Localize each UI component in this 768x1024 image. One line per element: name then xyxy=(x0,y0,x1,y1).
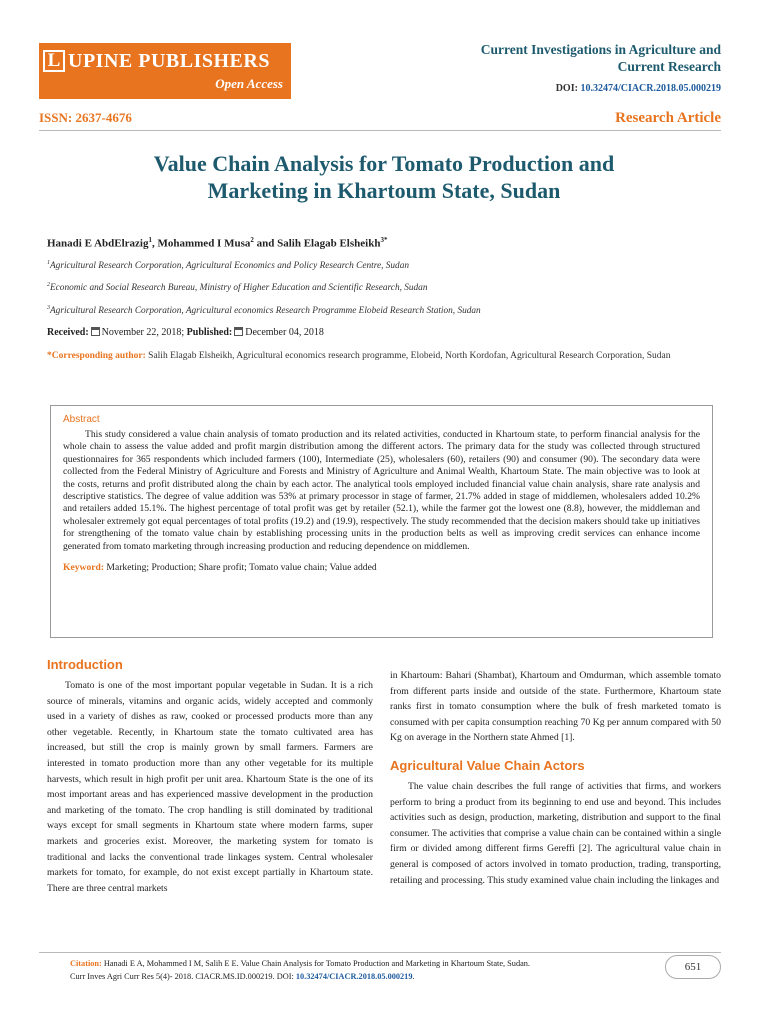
author-1-sup: 1 xyxy=(148,236,152,244)
calendar-icon xyxy=(91,327,100,336)
open-access-label: Open Access xyxy=(215,76,283,91)
actors-paragraph: The value chain describes the full range of activities that firms, and workers perform to bring a product from its beginning to end use and beyond. This includes activities such as design, production, marketing, distribution and support to the final consumer. The activities that comprise a value chain can be contained within a single firm or divided among different firms Gereffi [2]. The agricultural value chain in general is composed of actors involved in tomato production, trading, transporting, retailing and processing. This study examined value chain including the linkages and xyxy=(390,780,721,886)
abstract-text: This study considered a value chain analysis of tomato production and its related activities, conducted in Khartoum state, to perform financial analysis for the whole chain to assess the value added and profit margin distribution among the different actors. The primary data for the study was collected through structured questionnaires for 365 respondents which included farmers (100), Intermediate (25), wholesalers (60), retailers (90) and consumer (90). The secondary data were collected from the Federal Ministry of Agriculture and Forests and Ministry of Agriculture and Animal Wealth, Khartoum State. The main objective was to look at the costs, returns and profit distributed along the chain by each actor. The analytical tools employed included financial value chain analysis, share rate analysis and descriptive statistics. The degree of value addition was 53% at primary processor in stage of farmer, 21.7% added in stage of middlemen, wholesalers added 10.2% and retailers added 15.1%. The highest percentage of total profit was get by retailer (52.1), while the farmer got the lowest one (8.8), however, the middleman and wholesaler extremely got equal percentages of total profits (19.2) and (19.9), respectively. The study recommended that the decision makers should take up initiatives for strengthening of the tomato value chain by establishing processing units in the production belts as well as improving credit services can enhance income generated from tomato marketing through increasing production and reducing dependence on middlemen. xyxy=(63,429,700,552)
journal-title-line1: Current Investigations in Agriculture and xyxy=(480,42,721,57)
doi xyxy=(556,83,721,94)
abstract-box xyxy=(50,405,713,638)
citation-label: Citation: xyxy=(70,959,102,968)
author-3: and Salih Elagab Elsheikh xyxy=(253,237,381,250)
affiliation-2 xyxy=(47,282,427,293)
corresponding-author xyxy=(47,350,713,363)
affiliation-text: Agricultural Research Corporation, Agricultural Economics and Policy Research Centre, Sudan xyxy=(50,261,410,272)
issn: ISSN: 2637-4676 xyxy=(39,110,132,125)
author-3-sup: 3* xyxy=(380,236,388,244)
page-title xyxy=(60,150,708,204)
doi-label: DOI: xyxy=(555,83,578,94)
right-column xyxy=(390,668,721,888)
citation-end: . xyxy=(412,971,415,981)
keywords xyxy=(63,562,700,573)
affiliation-sup: 1 xyxy=(47,260,50,266)
citation-line1 xyxy=(70,958,660,971)
citation-journal: Curr Inves Agri Curr Res 5(4)- 2018. CIACR.MS.ID.000219. DOI: xyxy=(70,971,296,981)
calendar-icon xyxy=(234,327,243,336)
abstract-heading: Abstract xyxy=(63,414,100,425)
affiliation-1 xyxy=(47,260,409,271)
affiliation-sup: 2 xyxy=(47,282,50,288)
article-type: Research Article xyxy=(615,110,721,126)
received-label: Received: xyxy=(47,327,89,338)
publisher-name-row xyxy=(39,48,291,74)
actors-heading: Agricultural Value Chain Actors xyxy=(390,757,585,773)
footer-divider xyxy=(39,952,721,953)
title-line1: Value Chain Analysis for Tomato Production and xyxy=(153,151,615,176)
publisher-logo xyxy=(39,43,291,99)
doi-link[interactable]: 10.32474/CIACR.2018.05.000219 xyxy=(580,83,721,94)
corresponding-author-text: Salih Elagab Elsheikh, Agricultural economics research programme, Elobeid, North Kordofan, Agricultural Research Corporation, Sudan xyxy=(145,351,671,361)
page-number: 651 xyxy=(665,955,721,979)
left-column xyxy=(47,657,373,896)
journal-title-line2: Current Research xyxy=(617,59,721,74)
citation-doi-link[interactable]: 10.32474/CIACR.2018.05.000219 xyxy=(295,971,413,981)
introduction-heading: Introduction xyxy=(47,657,123,672)
keywords-text: Marketing; Production; Share profit; Tomato value chain; Value added xyxy=(104,562,377,574)
published-date: December 04, 2018 xyxy=(245,327,324,338)
title-line2: Marketing in Khartoum State, Sudan xyxy=(207,178,561,203)
citation-text: Hanadi E A, Mohammed I M, Salih E E. Value Chain Analysis for Tomato Production and Marketing in Khartoum State, Sudan. xyxy=(101,959,531,968)
received-date: November 22, 2018; xyxy=(101,327,185,338)
publisher-logo-letter: L xyxy=(43,50,65,72)
author-2-sup: 2 xyxy=(250,236,254,244)
affiliation-3 xyxy=(47,305,481,316)
introduction-continued: in Khartoum: Bahari (Shambat), Khartoum and Omdurman, which assemble tomato from different parts inside and outside of the state. Furthermore, Khartoum state ranks first in tomato consumption where the bulk of fresh marketed tomato is consumed with per capita consumption reaching 70 Kg per annum compared with 50 Kg on average in the Northern state Ahmed [1]. xyxy=(390,670,721,744)
introduction-paragraph: Tomato is one of the most important popular vegetable in Sudan. It is a rich source of minerals, vitamins and organic acids, widely accepted and commonly used in a variety of dishes as raw, cooked or processed products more than any other vegetable. Recently, in Khartoum state the tomato cultivated area has increased, but still the crop is mainly grown by small farmers. Farmers are interested in tomato production more than any other vegetable for its multiple harvests, which result in high profit per unit area. Khartoum State is the one of its most important areas and has experienced massive development in the production and marketing of the tomato. The crop handling is still dominated by traditional ways except for small segments in Khartoum state where modern farms, super markets and groceries exist. Moreover, the marketing system for tomato is traditional and lacks the conventional trade linkages system. Central wholesaler markets for tomato, for example, do not exist except partially in Khartoum state. There are three central markets xyxy=(47,680,373,894)
journal-title xyxy=(391,41,721,75)
affiliation-text: Agricultural Research Corporation, Agricultural economics Research Programme Elobeid Research Station, Sudan xyxy=(50,306,481,317)
published-label: Published: xyxy=(186,327,233,338)
publisher-name: UPINE PUBLISHERS xyxy=(68,49,270,72)
author-2: , Mohammed I Musa xyxy=(151,237,251,250)
header-divider xyxy=(39,130,721,131)
keywords-label: Keyword: xyxy=(63,562,105,574)
author-1: Hanadi E AbdElrazig xyxy=(47,237,149,250)
article-dates xyxy=(47,327,324,338)
citation-line2 xyxy=(70,971,660,984)
citation xyxy=(70,958,660,983)
corresponding-author-label: *Corresponding author: xyxy=(47,351,146,361)
affiliation-sup: 3 xyxy=(47,305,50,311)
author-list xyxy=(47,236,387,250)
affiliation-text: Economic and Social Research Bureau, Ministry of Higher Education and Scientific Research, Sudan xyxy=(50,283,428,294)
